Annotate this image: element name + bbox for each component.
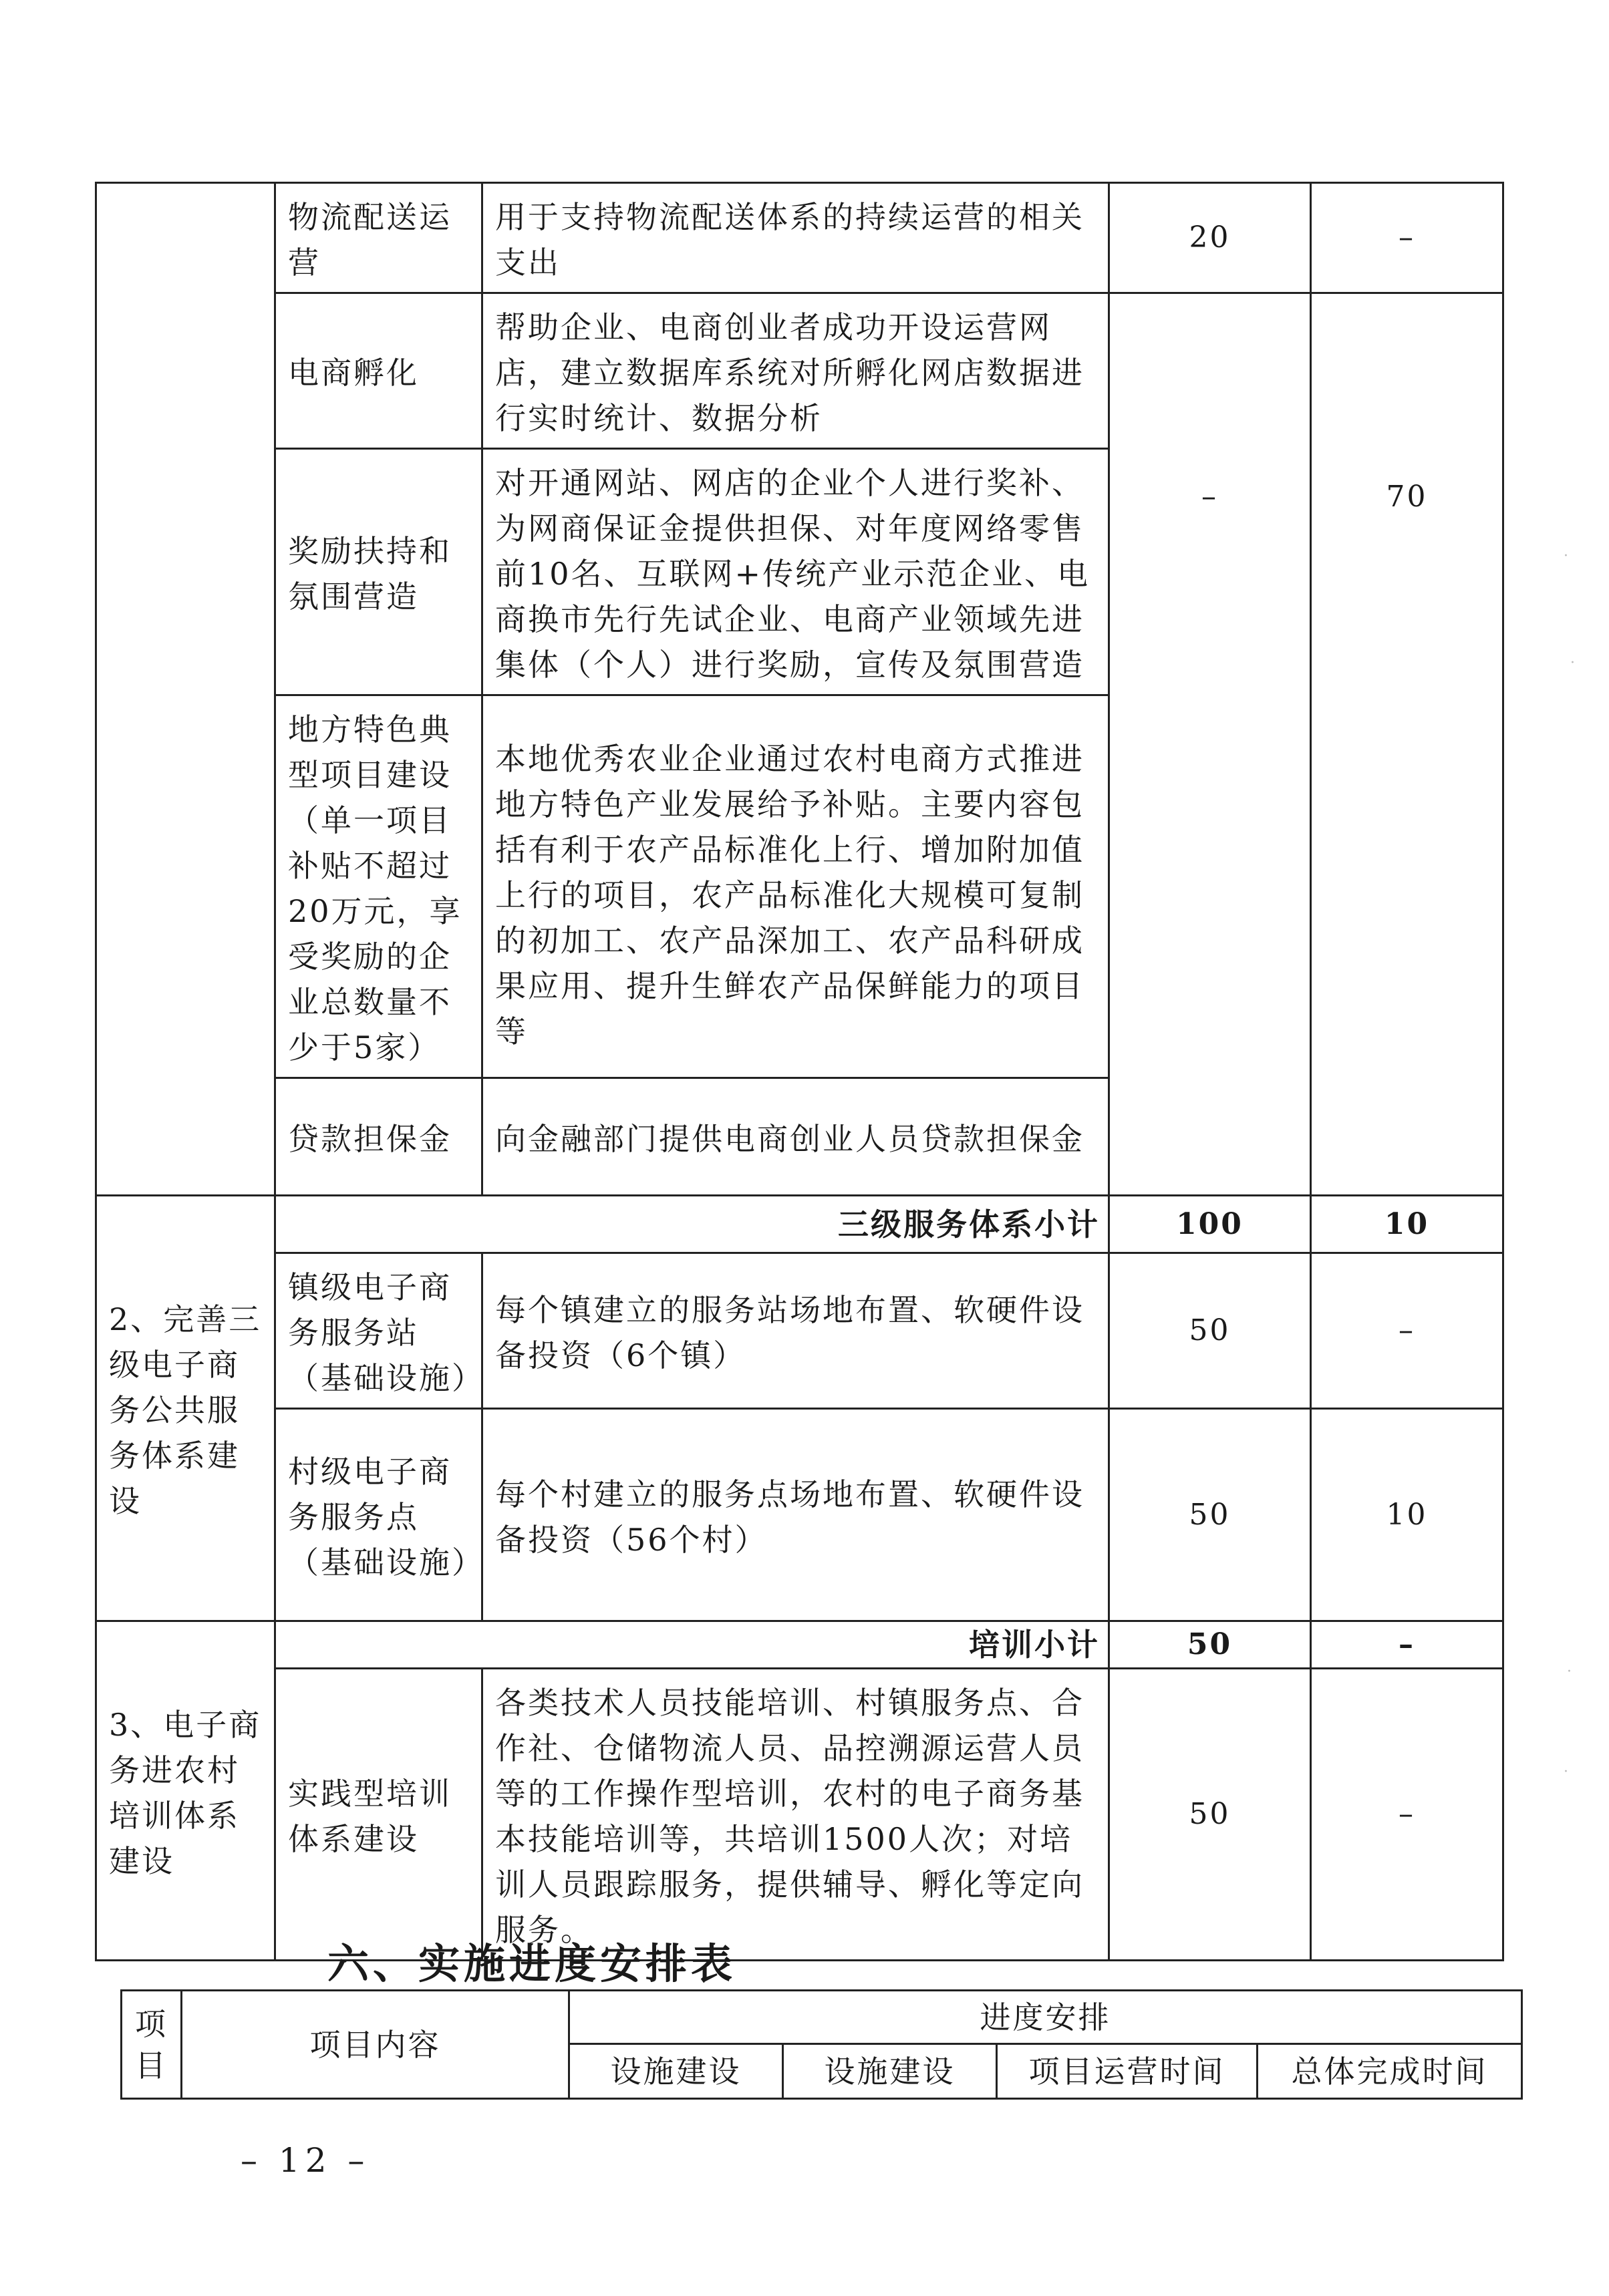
subtotal-label: 培训小计 [275,1621,1109,1669]
section-title: 2、完善三级电子商务公共服务体系建设 [96,1196,275,1621]
scan-speck: · [1564,1764,1568,1780]
subtotal-value-1: 50 [1109,1621,1311,1669]
value-col1: 50 [1109,1409,1311,1621]
sub-item: 电商孵化 [275,293,482,449]
sub-item: 贷款担保金 [275,1078,482,1196]
value-col2: 70 [1311,293,1503,1196]
value-col2: – [1311,183,1503,293]
item-content: 每个镇建立的服务站场地布置、软硬件设备投资（6个镇） [482,1253,1109,1409]
subtotal-label: 三级服务体系小计 [275,1196,1109,1253]
value-col2: – [1311,1669,1503,1961]
header-sub-1: 设施建设 [569,2044,783,2099]
value-col2: 10 [1311,1409,1503,1621]
sub-item: 实践型培训体系建设 [275,1669,482,1961]
subtotal-value-1: 100 [1109,1196,1311,1253]
budget-table [95,182,1504,1961]
sub-item: 物流配送运营 [275,183,482,293]
item-content: 帮助企业、电商创业者成功开设运营网店，建立数据库系统对所孵化网店数据进行实时统计、数据分析 [482,293,1109,449]
sub-item: 奖励扶持和氛围营造 [275,449,482,695]
page-number: – 12 – [241,2141,370,2180]
subtotal-value-2: 10 [1311,1196,1503,1253]
subtotal-value-2: – [1311,1621,1503,1669]
value-col2: – [1311,1253,1503,1409]
section1-title-cell [96,183,275,1196]
item-content: 对开通网站、网店的企业个人进行奖补、为网商保证金提供担保、对年度网络零售前10名、互联网+传统产业示范企业、电商换市先行先试企业、电商产业领域先进集体（个人）进行奖励，宣传及氛围营造 [482,449,1109,695]
scan-speck: · [1567,1663,1572,1680]
value-col1: – [1109,293,1311,1196]
header-sub-4: 总体完成时间 [1258,2044,1522,2099]
schedule-table [120,1989,1523,2100]
item-content: 向金融部门提供电商创业人员贷款担保金 [482,1078,1109,1196]
item-content: 各类技术人员技能培训、村镇服务点、合作社、仓储物流人员、品控溯源运营人员等的工作操作型培训，农村的电子商务基本技能培训等，共培训1500人次；对培训人员跟踪服务，提供辅导、孵化等定向服务。 [482,1669,1109,1961]
sub-item: 村级电子商务服务点（基础设施） [275,1409,482,1621]
header-content: 项目内容 [182,1991,569,2099]
header-schedule: 进度安排 [569,1991,1522,2044]
header-sub-3: 项目运营时间 [997,2044,1258,2099]
item-content: 本地优秀农业企业通过农村电商方式推进地方特色产业发展给予补贴。主要内容包括有利于农产品标准化上行、增加附加值上行的项目，农产品标准化大规模可复制的初加工、农产品深加工、农产品科研成果应用、提升生鲜农产品保鲜能力的项目等 [482,695,1109,1078]
section-title: 3、电子商务进农村培训体系建设 [96,1621,275,1961]
section-heading: 六、实施进度安排表 [327,1939,737,1988]
header-project: 项目 [122,1991,182,2099]
sub-item: 镇级电子商务服务站（基础设施） [275,1253,482,1409]
value-col1: 50 [1109,1253,1311,1409]
value-col1: 50 [1109,1669,1311,1961]
sub-item: 地方特色典型项目建设（单一项目补贴不超过20万元，享受奖励的企业总数量不少于5家） [275,695,482,1078]
header-sub-2: 设施建设 [783,2044,997,2099]
scan-speck: · [1570,655,1575,671]
item-content: 每个村建立的服务点场地布置、软硬件设备投资（56个村） [482,1409,1109,1621]
value-col1: 20 [1109,183,1311,293]
scan-speck: · [1564,548,1568,564]
item-content: 用于支持物流配送体系的持续运营的相关支出 [482,183,1109,293]
